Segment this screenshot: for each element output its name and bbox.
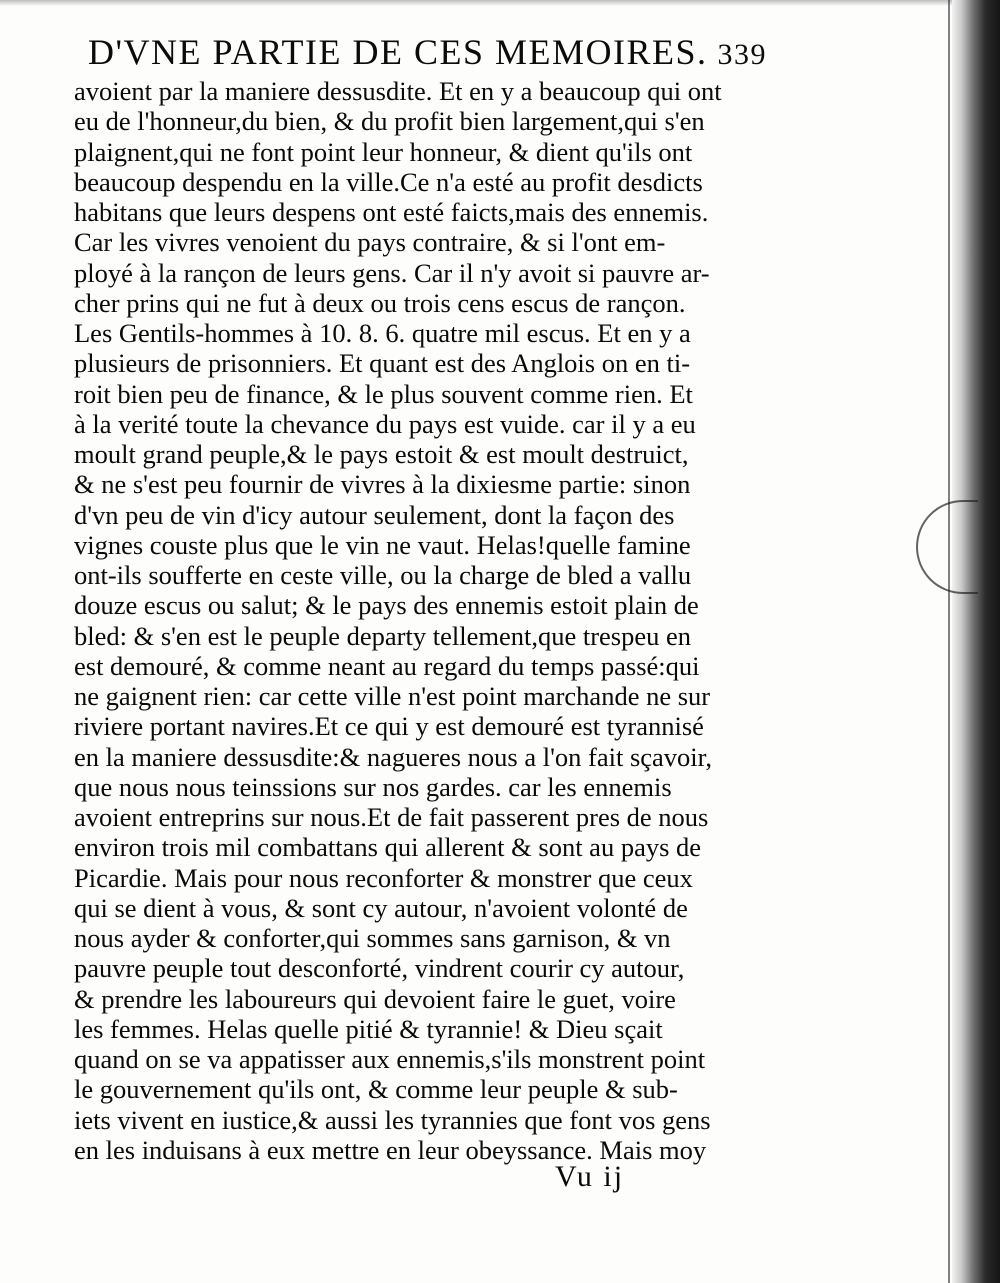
- text-line: bled: & s'en est le peuple departy tellement,que trespeu en: [74, 620, 692, 651]
- body-text: [74, 76, 924, 1165]
- top-shadow: [0, 0, 1000, 6]
- text-line: en les induisans à eux mettre en leur obeyssance. Mais moy: [74, 1134, 707, 1165]
- text-line: Car les vivres venoient du pays contraire, & si l'ont em-: [74, 227, 666, 258]
- text-line: & ne s'est peu fournir de vivres à la dixiesme partie: sinon: [74, 469, 691, 500]
- text-line: vignes couste plus que le vin ne vaut. Helas!quelle famine: [74, 529, 691, 560]
- text-line: ne gaignent rien: car cette ville n'est point marchande ne sur: [74, 681, 711, 711]
- binding-line: [948, 0, 950, 1283]
- text-line: eu de l'honneur,du bien, & du profit bien largement,qui s'en: [74, 106, 705, 137]
- text-line: en la maniere dessusdite:& nagueres nous a l'on fait sçavoir,: [74, 741, 713, 772]
- text-line: le gouvernement qu'ils ont, & comme leur peuple & sub-: [74, 1074, 678, 1105]
- text-line: qui se dient à vous, & sont cy autour, n'avoient volonté de: [74, 892, 688, 923]
- text-line: moult grand peuple,& le pays estoit & est moult destruict,: [74, 439, 689, 469]
- text-line: roit bien peu de finance, & le plus souvent comme rien. Et: [74, 378, 693, 409]
- signature-mark: Vu ij: [555, 1160, 625, 1193]
- text-line: iets vivent en iustice,& aussi les tyrannies que font vos gens: [74, 1104, 711, 1135]
- text-line: que nous nous teinssions sur nos gardes. car les ennemis: [74, 771, 672, 802]
- text-line: douze escus ou salut; & le pays des ennemis estoit plain de: [74, 590, 699, 621]
- text-line: riviere portant navires.Et ce qui y est demouré est tyrannisé: [74, 711, 704, 742]
- text-line: Picardie. Mais pour nous reconforter & monstrer que ceux: [74, 862, 693, 893]
- text-line: est demouré, & comme neant au regard du temps passé:qui: [74, 650, 700, 681]
- text-line: plaignent,qui ne font point leur honneur, & dient qu'ils ont: [74, 136, 693, 167]
- text-line: cher prins qui ne fut à deux ou trois cens escus de rançon.: [74, 287, 686, 318]
- text-line: habitans que leurs despens ont esté faicts,mais des ennemis.: [74, 197, 709, 227]
- text-line: avoient par la maniere dessusdite. Et en y a beaucoup qui ont: [74, 76, 722, 106]
- text-line: les femmes. Helas quelle pitié & tyrannie! & Dieu sçait: [74, 1013, 663, 1044]
- binding-edge: [952, 0, 1000, 1283]
- text-line: nous ayder & conforter,qui sommes sans garnison, & vn: [74, 923, 671, 953]
- text-line: quand on se va appatisser aux ennemis,s'ils monstrent point: [74, 1044, 706, 1074]
- text-line: & prendre les laboureurs qui devoient faire le guet, voire: [74, 983, 676, 1014]
- text-line: pauvre peuple tout desconforté, vindrent courir cy autour,: [74, 953, 685, 984]
- text-line: d'vn peu de vin d'icy autour seulement, dont la façon des: [74, 499, 675, 530]
- text-line: à la verité toute la chevance du pays est vuide. car il y a eu: [74, 408, 696, 439]
- text-line: ployé à la rançon de leurs gens. Car il n'y avoit si pauvre ar-: [74, 257, 710, 288]
- text-line: avoient entreprins sur nous.Et de fait passerent pres de nous: [74, 802, 709, 832]
- text-line: plusieurs de prisonniers. Et quant est des Anglois on en ti-: [74, 348, 691, 379]
- page-number: 339: [717, 38, 768, 71]
- text-line: environ trois mil combattans qui allerent & sont au pays de: [74, 832, 702, 863]
- edge-arc: [916, 500, 978, 594]
- running-header: [88, 32, 938, 75]
- header-title: D'VNE PARTIE DE CES MEMOIRES.: [88, 32, 708, 72]
- text-line: beaucoup despendu en la ville.Ce n'a esté au profit desdicts: [74, 166, 703, 197]
- text-line: Les Gentils-hommes à 10. 8. 6. quatre mil escus. Et en y a: [74, 318, 691, 348]
- text-line: ont-ils soufferte en ceste ville, ou la charge de bled a vallu: [74, 560, 692, 590]
